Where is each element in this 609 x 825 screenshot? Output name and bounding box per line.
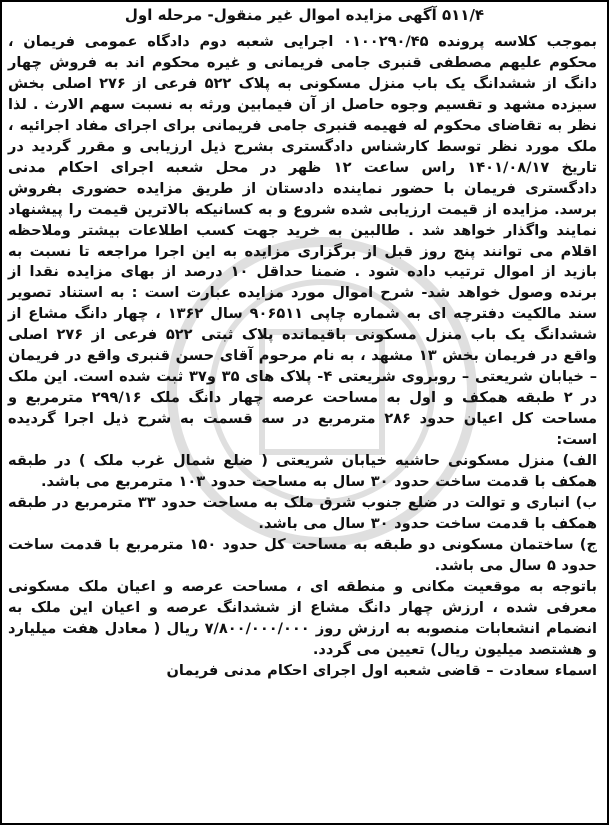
- notice-item-b: ب) انباری و توالت در ضلع جنوب شرق ملک به مساحت حدود ۳۳ مترمربع در طبقه همکف با قدمت ساخت حدود ۳۰ سال می باشد.: [8, 493, 597, 532]
- notice-body: [8, 32, 597, 682]
- notice-valuation: باتوجه به موقعیت مکانی و منطقه ای ، مساحت عرصه و اعیان ملک مسکونی معرفی شده ، ارزش چهار دانگ مشاع از ششدانگ عرصه و اعیان این ملک به انضمام انشعابات منصوبه به ارزش روز ۷/۸۰۰/۰۰۰/۰۰۰ ریال ( معادل هفت میلیارد و هشتصد میلیون ریال) تعیین می گردد.: [8, 577, 597, 658]
- notice-paragraph-main: بموجب کلاسه پرونده ۰۱۰۰۲۹۰/۴۵ اجرایی شعبه دوم دادگاه عمومی فریمان ، محکوم علیهم مصطفی قنبری جامی فریمانی و غیره محکوم اند به فروش چهار دانگ از ششدانگ یک باب منزل مسکونی به پلاک ۵۲۲ فرعی از ۲۷۶ اصلی بخش سیزده مشهد و تقسیم وجوه حاصل از آن فیمابین ورثه به نسبت سهم الارث . لذا نظر به تقاضای محکوم له فهیمه قنبری جامی فریمانی برای اجرای مفاد اجرائیه ، ملک مورد نظر توسط کارشناس دادگستری بشرح ذیل ارزیابی و مقرر گردید در تاریخ ۱۴۰۱/۰۸/۱۷ راس ساعت ۱۲ ظهر در محل شعبه اجرای احکام مدنی دادگستری فریمان با حضور نماینده دادستان از طریق مزایده حضوری بفروش برسد. مزایده از قیمت ارزیابی شده شروع و به کسانیکه بالاترین قیمت را پیشنهاد نمایند واگذار خواهد شد . طالبین به خرید جهت کسب اطلاعات بیشتر وملاحظه اقلام می توانند پنج روز قبل از برگزاری مزایده به این اجرا مراجعه تا نسبت به بازید از اموال ترتیب داده شود . ضمنا حداقل ۱۰ درصد از بهای مزایده نقدا از برنده وصول خواهد شد- شرح اموال مورد مزایده عبارت است : به استناد تصویر سند مالکیت دفترچه ای به شماره چاپی ۹۰۶۵۱۱ سال ۱۳۶۲ ، چهار دانگ مشاع از ششدانگ یک باب منزل مسکونی باقیمانده پلاک ثبتی ۵۲۲ فرعی از ۲۷۶ اصلی واقع در فریمان بخش ۱۳ مشهد ، به نام مرحوم آقای حسن قنبری واقع در فریمان – خیابان شریعتی – روبروی شریعتی ۴- پلاک های ۳۵ و۳۷ ثبت شده است. این ملک در ۲ طبقه همکف و اول به مساحت عرصه چهار دانگ ملک ۲۹۹/۱۶ مترمربع و مساحت کل اعیان حدود ۲۸۶ مترمربع در سه قسمت به شرح ذیل اجرا گردیده است:: [8, 33, 598, 449]
- notice-item-a: الف) منزل مسکونی حاشیه خیابان شریعتی ( ضلع شمال غرب ملک ) در طبقه همکف با قدمت ساخت حدود ۳۰ سال به مساحت حدود ۱۰۳ مترمربع می باشد.: [8, 452, 597, 491]
- notice-signature: اسماء سعادت – قاضی شعبه اول اجرای احکام مدنی فریمان: [166, 661, 597, 679]
- notice-title: ۵۱۱/۴ آگهی مزایده اموال غیر منقول- مرحله اول: [124, 6, 485, 24]
- notice-item-c: ج) ساختمان مسکونی دو طبقه به مساحت کل حدود ۱۵۰ مترمربع با قدمت ساخت حدود ۵ سال می باشد.: [8, 535, 597, 574]
